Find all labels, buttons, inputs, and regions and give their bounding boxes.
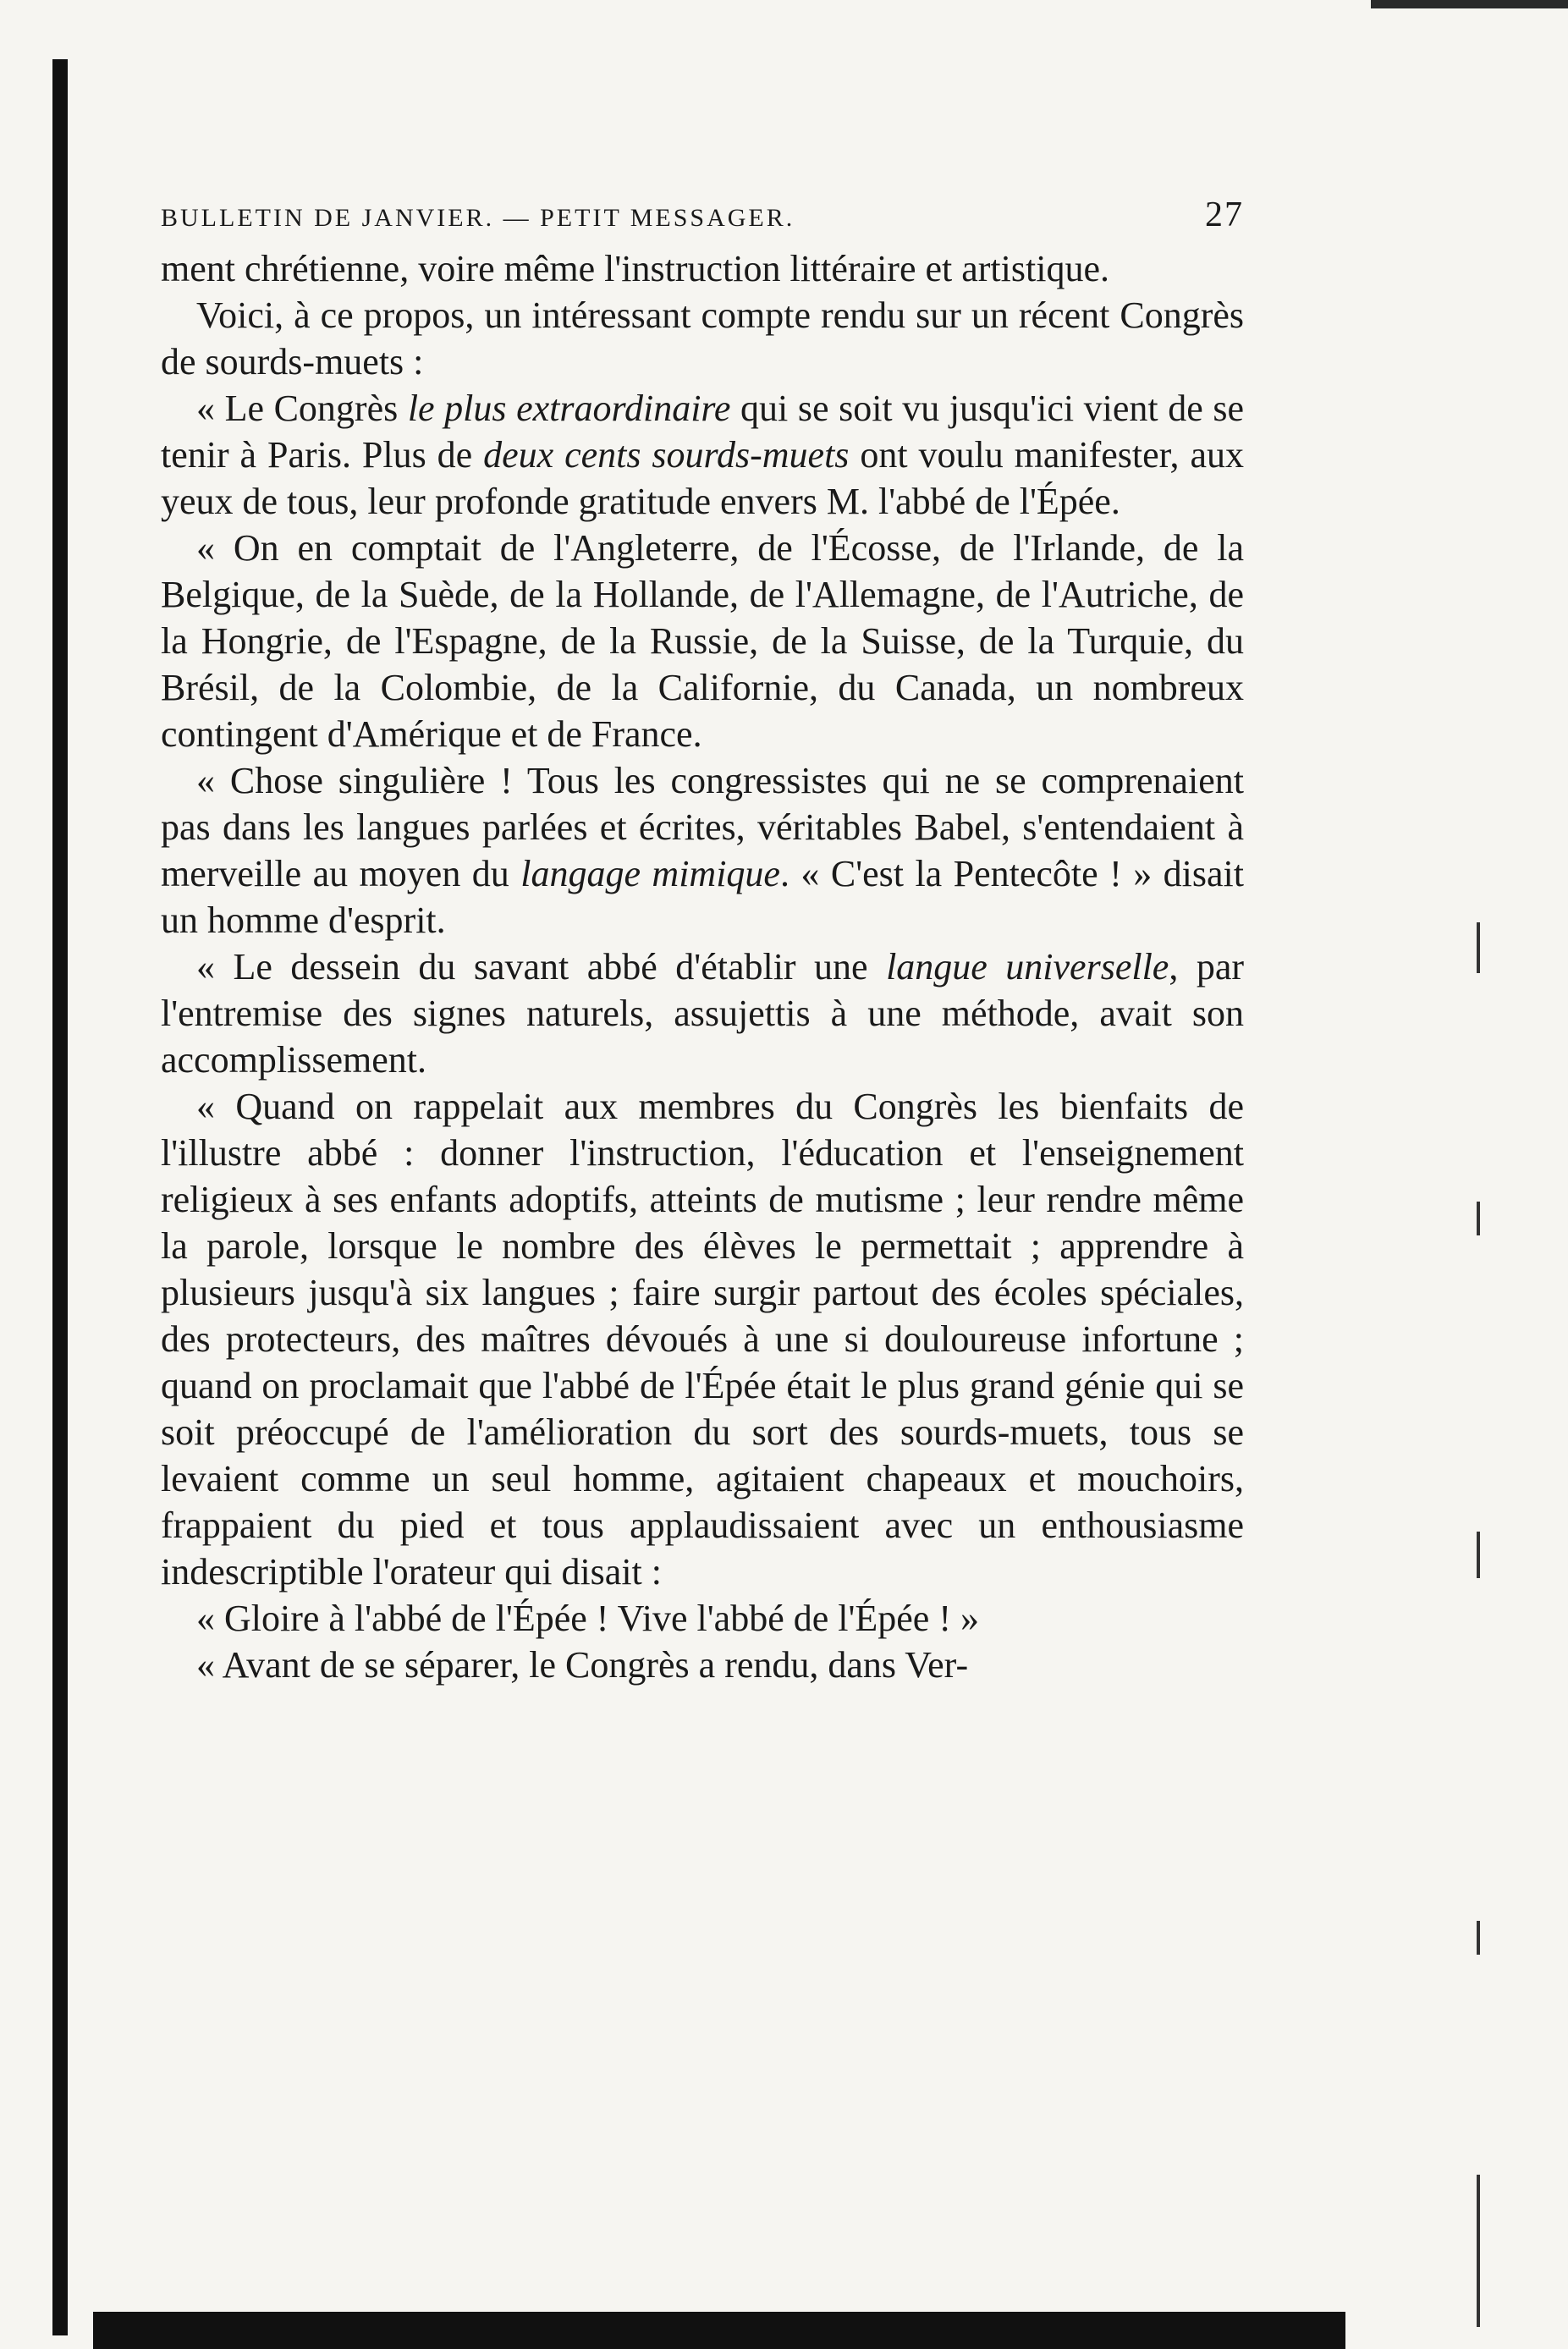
running-title: BULLETIN DE JANVIER. — PETIT MESSAGER. [161, 204, 795, 232]
book-page [161, 195, 1244, 2259]
paragraph: « Le dessein du savant abbé d'établir une langue universelle, par l'entremise des signes naturels, assujettis à une méthode, avait son accomplissement. [161, 946, 1245, 1081]
paragraph: « Le Congrès le plus extraordinaire qui se soit vu jusqu'ici vient de se tenir à Paris. Plus de deux cents sourds-muets ont voulu manifester, aux yeux de tous, leur profonde gratitude envers M. l'abbé de l'Épée. [161, 388, 1245, 522]
paragraph: « Quand on rappelait aux membres du Congrès les bienfaits de l'illustre abbé : donner l'instruction, l'éducation et l'enseignement religieux à ses enfants adoptifs, atteints de mutisme ; leur rendre même la parole, lorsque le nombre des élèves le permettait ; apprendre à plusieurs jusqu'à six langues ; faire surgir partout des écoles spéciales, des protecteurs, des maîtres dévoués à une si douloureuse infortune ; quand on proclamait que l'abbé de l'Épée était le plus grand génie qui se soit préoccupé de l'amélioration du sort des sourds-muets, tous se levaient comme un seul homme, agitaient chapeaux et mouchoirs, frappaient du pied et tous applaudissaient avec un enthousiasme indescriptible l'orateur qui disait : [161, 1086, 1244, 1593]
paragraph: « Gloire à l'abbé de l'Épée ! Vive l'abbé de l'Épée ! » [196, 1598, 979, 1639]
binding-shadow [52, 59, 68, 2335]
paragraph: ment chrétienne, voire même l'instruction littéraire et artistique. [161, 248, 1109, 289]
body-text [161, 245, 1244, 1688]
scan-bottom-edge [93, 2312, 1345, 2349]
scan-edge [1371, 0, 1568, 8]
running-header [161, 195, 1244, 245]
paragraph: « Chose singulière ! Tous les congressistes qui ne se comprenaient pas dans les langues parlées et écrites, véritables Babel, s'entendaient à merveille au moyen du langage mimique. « C'est la Pentecôte ! » disait un homme d'esprit. [161, 760, 1245, 941]
margin-marks [1477, 922, 1510, 2344]
paragraph: Voici, à ce propos, un intéressant compte rendu sur un récent Congrès de sourds-muets : [161, 294, 1244, 382]
paragraph: « On en comptait de l'Angleterre, de l'Écosse, de l'Irlande, de la Belgique, de la Suède, de la Hollande, de l'Allemagne, de l'Autriche, de la Hongrie, de l'Espagne, de la Russie, de la Suisse, de la Turquie, du Brésil, de la Colombie, de la Californie, du Canada, un nombreux contingent d'Amérique et de France. [161, 527, 1244, 755]
paragraph: « Avant de se séparer, le Congrès a rendu, dans Ver- [196, 1644, 969, 1686]
page-number: 27 [1205, 195, 1244, 234]
